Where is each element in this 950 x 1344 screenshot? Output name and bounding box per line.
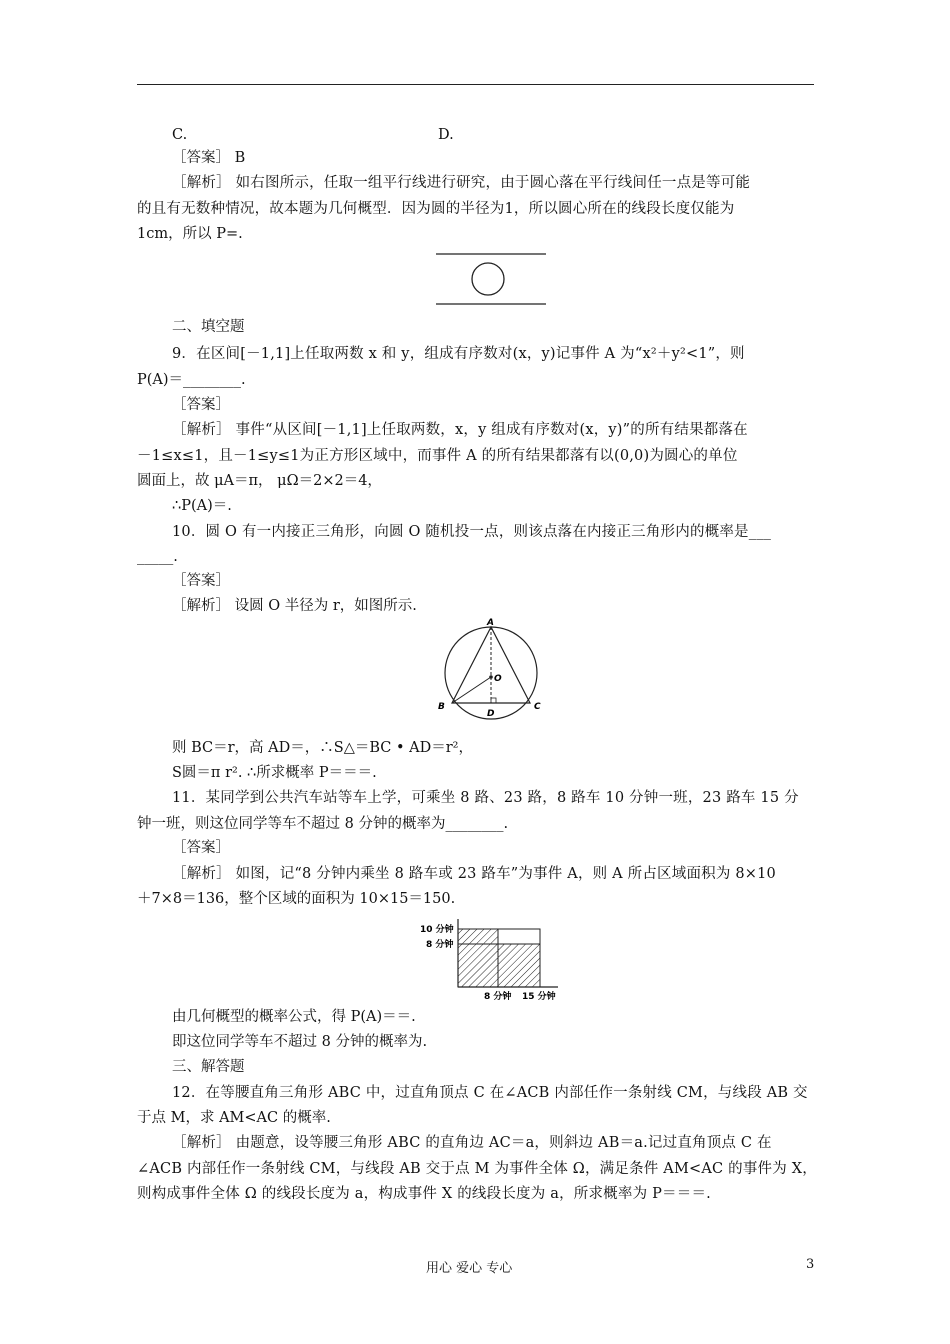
- text-line: 即这位同学等车不超过 8 分钟的概率为.: [172, 1034, 428, 1050]
- y-label-8: 8 分钟: [426, 940, 454, 950]
- header-rule: [137, 84, 814, 85]
- text-line: 的且有无数种情况，故本题为几何概型．因为圆的半径为1，所以圆心所在的线段长度仅能为: [137, 201, 735, 217]
- answer-line: ［答案］: [172, 397, 230, 413]
- text-line: P(A)＝________.: [137, 372, 246, 388]
- answer-line: ［答案］: [172, 840, 230, 856]
- text-line: ［解析］ 事件“从区间[－1,1]上任取两数，x，y 组成有序数对(x，y)”的所有结果都落在: [172, 422, 748, 438]
- label-a: A: [487, 618, 494, 628]
- text-line: ∴P(A)＝.: [172, 498, 232, 514]
- text-line: ＋7×8＝136，整个区域的面积为 10×15＝150.: [137, 891, 456, 907]
- text-line: 圆面上，故 μA＝π， μΩ＝2×2＝4，: [137, 473, 382, 489]
- right-angle-mark: [491, 698, 496, 703]
- question-10: 10．圆 O 有一内接正三角形，向圆 O 随机投一点，则该点落在内接正三角形内的概率是___: [172, 524, 772, 540]
- text-line: ∠ACB 内部任作一条射线 CM，与线段 AB 交于点 M 为事件全体 Ω，满足条件 AM<AC 的事件为 X，: [137, 1161, 817, 1177]
- radius-ob: [452, 677, 491, 703]
- figure-parallel-lines: [436, 250, 548, 312]
- page-number: 3: [806, 1257, 815, 1272]
- label-d: D: [487, 709, 495, 719]
- text-line: ［解析］ 如图，记“8 分钟内乘坐 8 路车或 23 路车”为事件 A，则 A 所占区域面积为 8×10: [172, 866, 776, 882]
- text-line: _____.: [137, 549, 178, 565]
- text-line: 于点 M，求 AM<AC 的概率.: [137, 1110, 331, 1126]
- figure-waiting-region: [418, 917, 566, 1007]
- label-o: O: [494, 674, 502, 684]
- question-12: 12．在等腰直角三角形 ABC 中，过直角顶点 C 在∠ACB 内部任作一条射线 CM，与线段 AB 交: [172, 1085, 808, 1101]
- x-label-15: 15 分钟: [522, 992, 556, 1002]
- text-line: －1≤x≤1，且－1≤y≤1为正方形区域中，而事件 A 的所有结果都落有以(0,0)为圆心的单位: [137, 448, 738, 464]
- section-heading: 三、解答题: [172, 1059, 245, 1075]
- text-line: 则 BC＝r，高 AD＝，∴S△＝BC • AD＝r²，: [172, 740, 473, 756]
- text-line: 钟一班，则这位同学等车不超过 8 分钟的概率为________.: [137, 816, 509, 832]
- label-c: C: [534, 702, 541, 712]
- circle-shape: [472, 263, 504, 295]
- region-8min-strip: [458, 929, 498, 944]
- x-label-8: 8 分钟: [484, 992, 512, 1002]
- label-b: B: [438, 702, 445, 712]
- answer-line: ［答案］ B: [172, 150, 246, 166]
- center-point: [489, 675, 493, 679]
- figure-inscribed-triangle: [432, 617, 552, 725]
- question-11: 11．某同学到公共汽车站等车上学，可乘坐 8 路、23 路，8 路车 10 分钟一班，23 路车 15 分: [172, 790, 799, 806]
- text-line: 则构成事件全体 Ω 的线段长度为 a，构成事件 X 的线段长度为 a，所求概率为 P＝＝＝.: [137, 1186, 711, 1202]
- y-label-10: 10 分钟: [420, 925, 454, 935]
- option-c: C.: [172, 127, 188, 143]
- text-line: ［解析］ 如右图所示，任取一组平行线进行研究，由于圆心落在平行线间任一点是等可能: [172, 175, 751, 191]
- region-both-8min: [458, 944, 540, 987]
- text-line: ［解析］ 设圆 O 半径为 r，如图所示.: [172, 598, 417, 614]
- text-line: S圆＝π r². ∴所求概率 P＝＝＝.: [172, 765, 377, 781]
- option-d: D.: [438, 127, 454, 143]
- text-line: ［解析］ 由题意，设等腰三角形 ABC 的直角边 AC＝a，则斜边 AB＝a.记过直角顶点 C 在: [172, 1135, 772, 1151]
- answer-line: ［答案］: [172, 573, 230, 589]
- text-line: 由几何概型的概率公式，得 P(A)＝＝.: [172, 1009, 416, 1025]
- section-heading: 二、填空题: [172, 319, 245, 335]
- question-9: 9．在区间[－1,1]上任取两数 x 和 y，组成有序数对(x，y)记事件 A 为“x²＋y²<1”，则: [172, 346, 745, 362]
- text-line: 1cm，所以 P=.: [137, 226, 243, 242]
- footer-slogan: 用心 爱心 专心: [426, 1261, 513, 1276]
